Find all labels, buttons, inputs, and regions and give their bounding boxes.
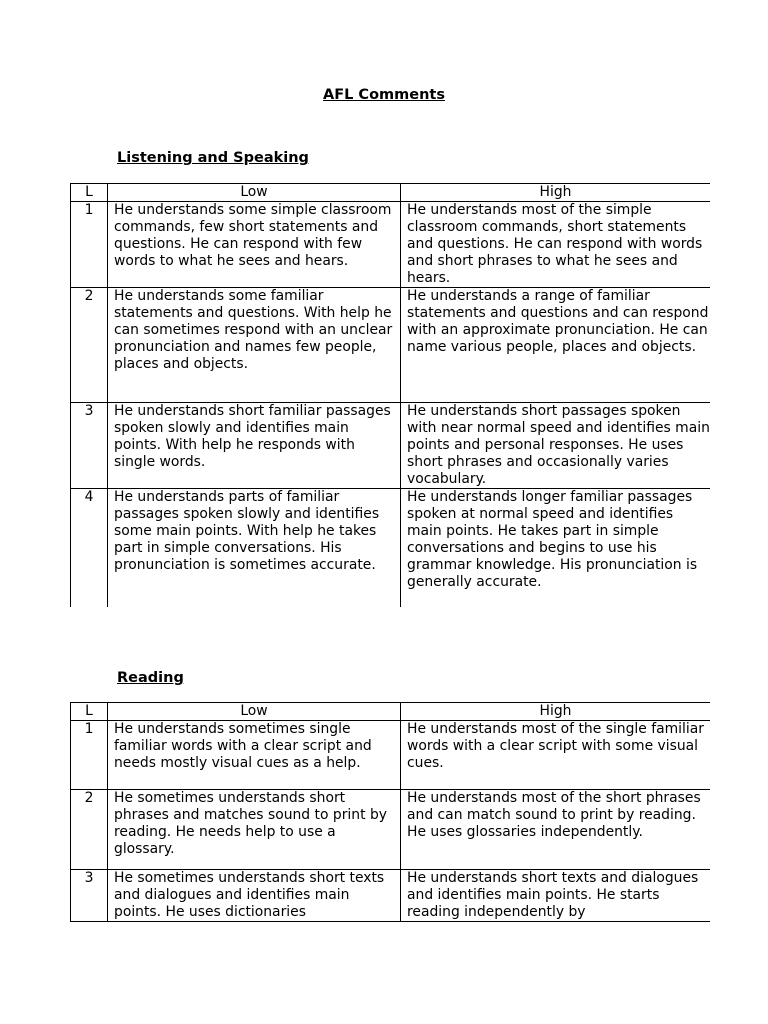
- high-description: He understands most of the single familiar words with a clear script with some visual cues.: [401, 721, 711, 790]
- table-row: [71, 489, 711, 608]
- level-cell: 2: [71, 790, 108, 870]
- level-cell: 4: [71, 489, 108, 608]
- table-header-row: [71, 184, 711, 202]
- header-high: High: [401, 184, 711, 202]
- reading-table-container: [70, 702, 710, 922]
- low-description: He understands some familiar statements and questions. With help he can sometimes respond with an unclear pronunciation and names few people, places and objects.: [108, 288, 401, 403]
- header-level: L: [71, 703, 108, 721]
- high-description: He understands a range of familiar statements and questions and can respond with an approximate pronunciation. He can name various people, places and objects.: [401, 288, 711, 403]
- low-description: He understands some simple classroom commands, few short statements and questions. He can respond with few words to what he sees and hears.: [108, 202, 401, 288]
- table-row: [71, 790, 711, 870]
- high-description: He understands short texts and dialogues and identifies main points. He starts reading independently by: [401, 870, 711, 923]
- header-high: High: [401, 703, 711, 721]
- level-cell: 3: [71, 403, 108, 489]
- reading-table: [70, 702, 710, 922]
- listening-speaking-table-container: [70, 183, 710, 607]
- table-row: [71, 202, 711, 288]
- high-description: He understands short passages spoken with near normal speed and identifies main points and personal responses. He uses short phrases and occasionally varies vocabulary.: [401, 403, 711, 489]
- level-cell: 3: [71, 870, 108, 923]
- low-description: He sometimes understands short texts and dialogues and identifies main points. He uses dictionaries: [108, 870, 401, 923]
- high-description: He understands longer familiar passages spoken at normal speed and identifies main points. He takes part in simple conversations and begins to use his grammar knowledge. His pronunciation is generally accurate.: [401, 489, 711, 608]
- header-low: Low: [108, 184, 401, 202]
- table-row: [71, 288, 711, 403]
- level-cell: 1: [71, 202, 108, 288]
- table-row: [71, 403, 711, 489]
- table-header-row: [71, 703, 711, 721]
- table-row: [71, 870, 711, 923]
- low-description: He understands parts of familiar passages spoken slowly and identifies some main points. With help he takes part in simple conversations. His pronunciation is sometimes accurate.: [108, 489, 401, 608]
- level-cell: 2: [71, 288, 108, 403]
- low-description: He understands short familiar passages spoken slowly and identifies main points. With help he responds with single words.: [108, 403, 401, 489]
- section-heading-reading: Reading: [117, 670, 184, 686]
- section-heading-listening-speaking: Listening and Speaking: [117, 150, 309, 166]
- level-cell: 1: [71, 721, 108, 790]
- document-title: AFL Comments: [323, 87, 445, 103]
- high-description: He understands most of the simple classroom commands, short statements and questions. He can respond with words and short phrases to what he sees and hears.: [401, 202, 711, 288]
- low-description: He understands sometimes single familiar words with a clear script and needs mostly visual cues as a help.: [108, 721, 401, 790]
- low-description: He sometimes understands short phrases and matches sound to print by reading. He needs help to use a glossary.: [108, 790, 401, 870]
- table-row: [71, 721, 711, 790]
- high-description: He understands most of the short phrases and can match sound to print by reading. He uses glossaries independently.: [401, 790, 711, 870]
- listening-speaking-table: [70, 183, 710, 607]
- header-low: Low: [108, 703, 401, 721]
- header-level: L: [71, 184, 108, 202]
